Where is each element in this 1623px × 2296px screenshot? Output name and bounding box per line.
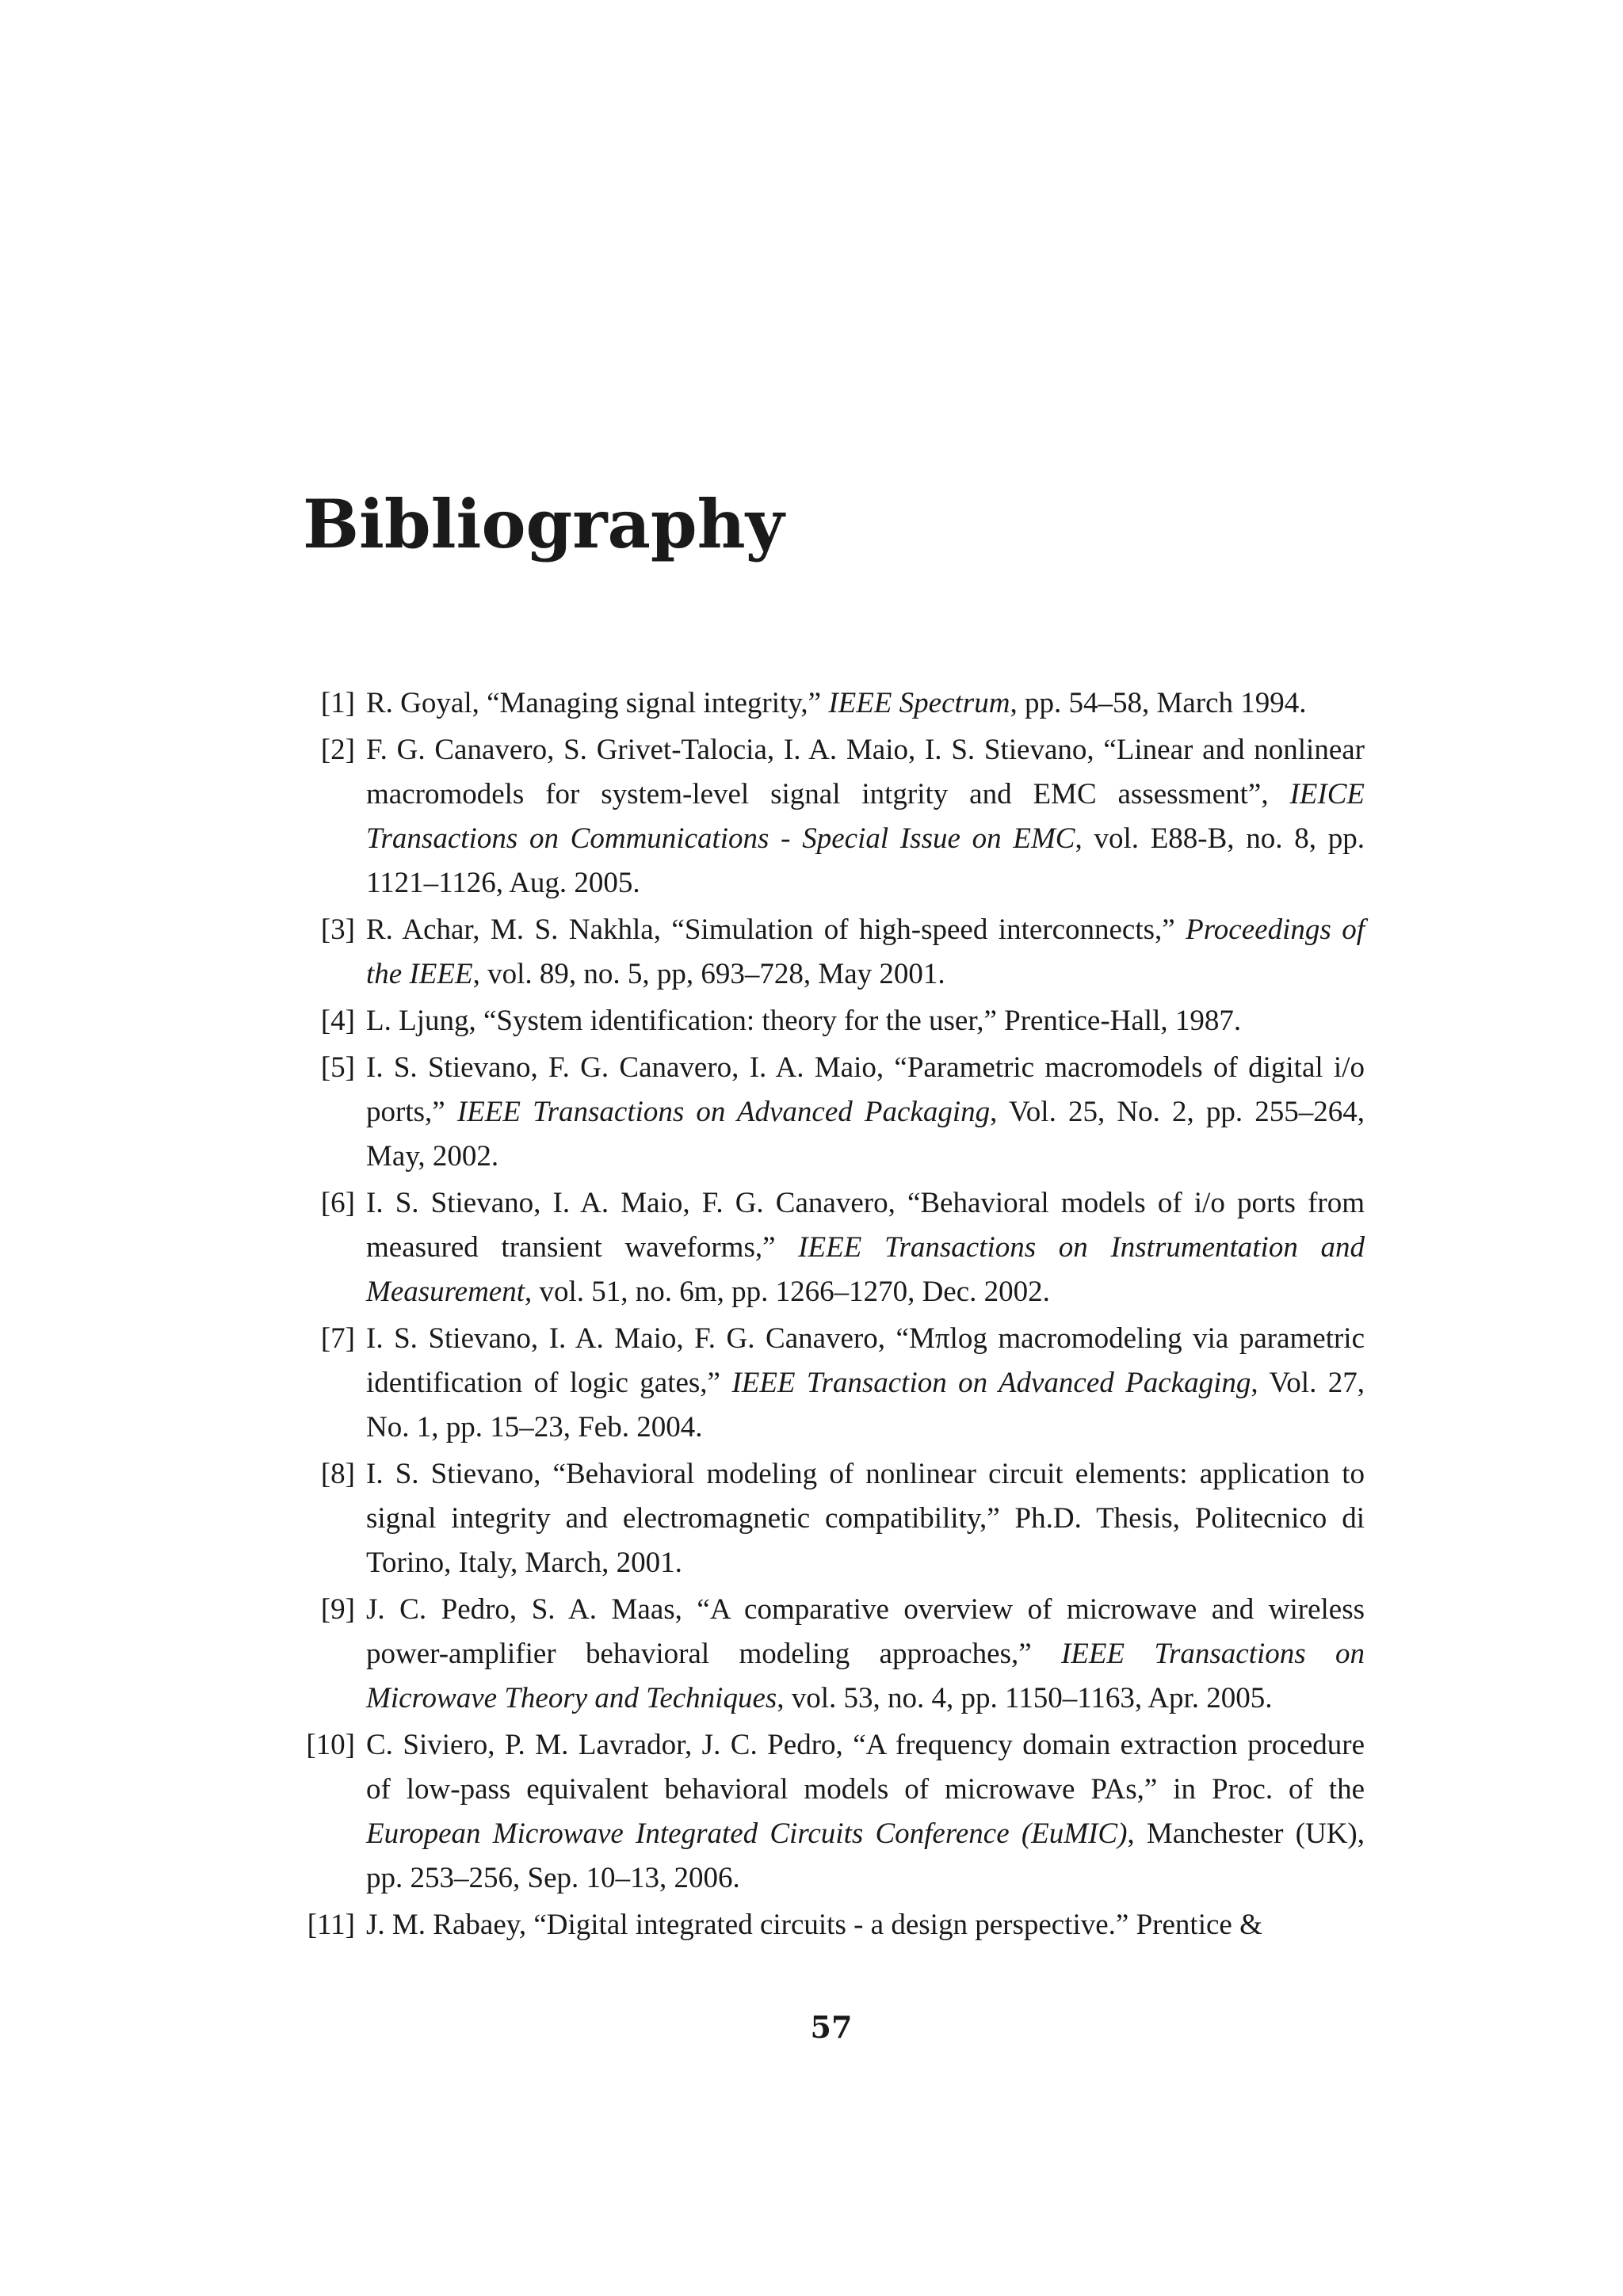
reference-number: [6]	[320, 1187, 355, 1219]
reference-text-segment: R. Achar, M. S. Nakhla, “Simulation of high-speed interconnects,”	[366, 913, 1186, 946]
reference-item	[303, 728, 1365, 906]
reference-number: [11]	[307, 1909, 355, 1941]
reference-number: [3]	[320, 913, 355, 946]
reference-text	[366, 913, 1365, 990]
reference-text-segment: R. Goyal, “Managing signal integrity,”	[366, 687, 829, 719]
reference-text-segment: , vol. 53, no. 4, pp. 1150–1163, Apr. 2005.	[777, 1682, 1273, 1714]
reference-text	[366, 1729, 1365, 1894]
reference-text-segment: I. S. Stievano, F. G. Canavero, I. A. Maio, “Parametric macromodels of digital i/o ports,”	[366, 1051, 1365, 1128]
reference-text	[366, 1051, 1365, 1173]
reference-text-segment: L. Ljung, “System identification: theory for the user,” Prentice-Hall, 1987.	[366, 1005, 1242, 1037]
reference-number: [7]	[320, 1322, 355, 1355]
reference-text-segment: J. M. Rabaey, “Digital integrated circuits - a design perspective.” Prentice &	[366, 1909, 1262, 1941]
reference-text	[366, 1322, 1365, 1444]
reference-number: [2]	[320, 734, 355, 766]
reference-text-segment: , pp. 54–58, March 1994.	[1010, 687, 1307, 719]
reference-text-segment: , vol. 89, no. 5, pp, 693–728, May 2001.	[472, 958, 945, 990]
reference-number: [5]	[320, 1051, 355, 1084]
reference-text	[366, 1909, 1262, 1941]
reference-item	[303, 681, 1365, 726]
reference-item	[303, 1317, 1365, 1450]
reference-text-segment: I. S. Stievano, I. A. Maio, F. G. Canavero, “Behavioral models of i/o ports from measured transient waveforms,”	[366, 1187, 1365, 1264]
reference-text-segment: F. G. Canavero, S. Grivet-Talocia, I. A. Maio, I. S. Stievano, “Linear and nonlinear macromodels for system-level signal intgrity and EMC assessment”,	[366, 734, 1365, 810]
reference-number: [1]	[320, 687, 355, 719]
reference-venue: IEEE Transactions on Microwave Theory and Techniques	[366, 1638, 1365, 1714]
reference-text	[366, 1458, 1365, 1579]
reference-text-segment: C. Siviero, P. M. Lavrador, J. C. Pedro, “A frequency domain extraction procedure of low-pass equivalent behavioral models of microwave PAs,” in Proc. of the	[366, 1729, 1365, 1806]
reference-number: [9]	[320, 1593, 355, 1626]
reference-venue: IEEE Transaction on Advanced Packaging	[731, 1367, 1251, 1399]
reference-venue: IEEE Transactions on Advanced Packaging	[456, 1096, 991, 1128]
reference-number: [10]	[306, 1729, 355, 1761]
reference-text	[366, 687, 1307, 719]
reference-item	[303, 1046, 1365, 1179]
reference-text-segment: I. S. Stievano, “Behavioral modeling of nonlinear circuit elements: application to signal integrity and electromagnetic compatibility,” Ph.D. Thesis, Politecnico di Torino, Italy, March, 2001.	[366, 1458, 1365, 1579]
reference-list	[303, 681, 1365, 1950]
reference-text-segment: I. S. Stievano, I. A. Maio, F. G. Canavero, “Mπlog macromodeling via parametric identification of logic gates,”	[366, 1322, 1365, 1399]
reference-text-segment: , vol. E88-B, no. 8, pp. 1121–1126, Aug. 2005.	[366, 822, 1365, 899]
page-number: 57	[810, 2009, 853, 2045]
reference-item	[303, 1723, 1365, 1901]
reference-text-segment: , vol. 51, no. 6m, pp. 1266–1270, Dec. 2002.	[525, 1276, 1050, 1308]
reference-text-segment: , Vol. 27, No. 1, pp. 15–23, Feb. 2004.	[366, 1367, 1365, 1444]
reference-text-segment: , Manchester (UK), pp. 253–256, Sep. 10–13, 2006.	[366, 1817, 1365, 1894]
reference-item	[303, 1452, 1365, 1585]
reference-item	[303, 1588, 1365, 1721]
reference-item	[303, 999, 1365, 1043]
reference-text	[366, 1593, 1365, 1714]
reference-venue: IEEE Spectrum	[828, 687, 1010, 719]
reference-item	[303, 908, 1365, 997]
page-title: Bibliography	[303, 485, 785, 563]
reference-item	[303, 1903, 1365, 1947]
reference-text-segment: J. C. Pedro, S. A. Maas, “A comparative overview of microwave and wireless power-amplifier behavioral modeling approaches,”	[366, 1593, 1365, 1670]
reference-venue: IEICE Transactions on Communications - Special Issue on EMC	[366, 778, 1365, 855]
reference-text	[366, 1005, 1241, 1037]
reference-venue: IEEE Transactions on Instrumentation and Measurement	[366, 1231, 1365, 1308]
reference-text-segment: , Vol. 25, No. 2, pp. 255–264, May, 2002.	[366, 1096, 1365, 1173]
reference-venue: European Microwave Integrated Circuits Conference (EuMIC)	[366, 1817, 1128, 1850]
reference-text	[366, 1187, 1365, 1308]
reference-number: [8]	[320, 1458, 355, 1490]
reference-item	[303, 1181, 1365, 1314]
reference-venue: Proceedings of the IEEE	[366, 913, 1365, 990]
reference-text	[366, 734, 1365, 899]
reference-number: [4]	[320, 1005, 355, 1037]
